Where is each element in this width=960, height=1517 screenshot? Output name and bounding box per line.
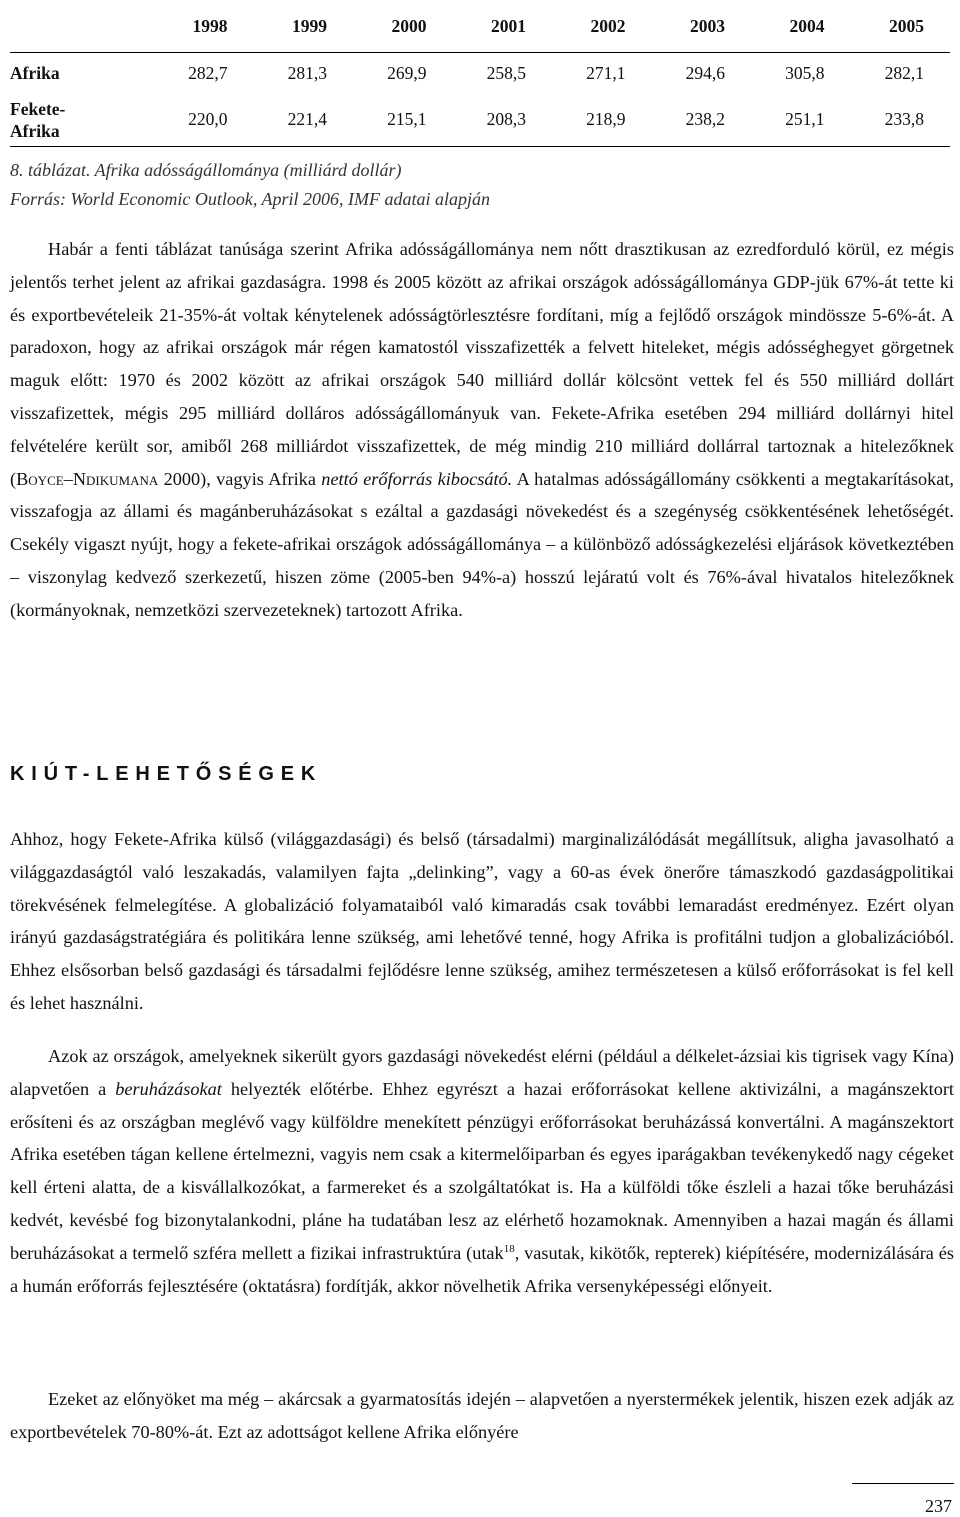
year-header: 2004	[789, 16, 825, 37]
table-cell: 215,1	[387, 109, 427, 130]
footer-rule	[852, 1483, 954, 1484]
emphasis-text: nettó erőforrás kibocsátó.	[321, 468, 513, 489]
table-cell: 233,8	[884, 109, 924, 130]
footnote-marker[interactable]: 18	[503, 1242, 515, 1255]
table-corner-cell	[10, 2, 154, 52]
table-cell: 269,9	[387, 62, 427, 83]
row-label-line: Afrika	[10, 120, 60, 141]
table-cell: 251,1	[785, 109, 825, 130]
year-header: 1999	[292, 16, 327, 37]
paragraph-text: helyezték előtérbe. Ehhez egyrészt a hazai erőforrásokat kellene aktivizálni, a magánszektort erősíteni és az országban meglévő vagy külföldre menekített pénzügyi erőforrásokat beruházássá konvertálni. A magánszektort Afrika esetében tágan kellene értelmezni, vagyis nem csak a kitermelőiparban és egyes iparágakban tevékenykedő nagy cégeket kell érteni alatta, de a kisvállalkozókat, a farmereket és a szolgáltatókat is. Ha a külföldi tőke észleli a hazai tőke beruházási kedvét, kevésbé fog bizonytalankodni, pláne ha tudatában lesz az elérhető hozamoknak. Amennyiben a hazai magán és állami beruházásokat a termelő szféra mellett a fizikai infrastruktúra (utak	[10, 1078, 955, 1263]
emphasis-text: beruházásokat	[115, 1078, 222, 1099]
table-cell: 282,7	[188, 62, 228, 83]
table-source: Forrás: World Economic Outlook, April 2006, IMF adatai alapján	[10, 189, 490, 209]
paragraph-text: 2000), vagyis Afrika	[158, 468, 322, 489]
year-header: 2000	[391, 16, 427, 37]
year-header: 2005	[889, 16, 924, 37]
year-header: 2001	[491, 16, 526, 37]
paragraph-advantages: Ezeket az előnyöket ma még – akárcsak a gyarmatosítás idején – alapvetően a nyerstermékek jelentik, hiszen ezek adják az exportbevételek 70-80%-át. Ezt az adottságot kellene Afrika előnyére	[10, 1389, 954, 1442]
citation-dash: –	[63, 468, 73, 489]
paragraph-way-out: Ahhoz, hogy Fekete-Afrika külső (világgazdasági) és belső (társadalmi) marginalizálódását megállítsuk, aligha javasolható a világgazdaságtól való leszakadás, valamilyen fajta „delinking”, vagy a 60-as évek önerőre támaszkodó gazdaságpolitikai törekvésének felmelegítése. A globalizáció folyamataiból való kimaradás csak további lemaradást eredményez. Ezért olyan irányú gazdaságstratégiára és politikára lenne szükség, ami lehetővé tenné, hogy Afrika is profitálni tudjon a globalizációból. Ehhez elsősorban belső gazdasági és társadalmi fejlődésre lenne szükség, amihez természetesen a külső erőforrásokat is fel kell és lehet használni.	[10, 829, 954, 1013]
table-row	[10, 94, 950, 146]
paragraph-text: , vasutak, kikötők, repterek) kiépítésére, modernizálására és a humán erőforrás fejlesztésére (oktatásra) fordítják, akkor növelhetik Afrika versenyképességi előnyeit.	[10, 1242, 955, 1296]
debt-table	[10, 2, 950, 147]
row-label-afrika: Afrika	[10, 63, 60, 84]
table-cell: 294,6	[685, 62, 725, 83]
table-cell: 305,8	[785, 62, 825, 83]
table-cell: 258,5	[486, 62, 526, 83]
paragraph-text: A hatalmas adósságállomány csökkenti a megtakarításokat, visszafogja az állami és magánberuházásokat s ezáltal a gazdasági növekedést és a szegénység csökkentésének lehetőségét. Csekély vigaszt nyújt, hogy a fekete-afrikai országok adósságállománya – a különböző adósságkezelési eljárások következtében – viszonylag kedvező szerkezetű, hiszen zöme (2005-ben 94%-a) hosszú lejáratú volt és 76%-ával hivatalos hitelezőknek (kormányoknak, nemzetközi szervezeteknek) tartozott Afrika.	[10, 468, 955, 620]
table-cell: 282,1	[884, 62, 924, 83]
table-header-row	[10, 2, 950, 52]
page-number: 237	[925, 1496, 952, 1516]
table-cell: 208,3	[486, 109, 526, 130]
section-heading: KIÚT-LEHETŐSÉGEK	[10, 763, 323, 785]
table-row	[10, 52, 950, 94]
table-cell: 271,1	[586, 62, 626, 83]
row-label-fekete-afrika	[10, 94, 154, 146]
year-header: 2003	[690, 16, 725, 37]
paragraph-debt	[10, 233, 954, 627]
citation-author: Boyce	[16, 468, 64, 489]
year-header: 1998	[192, 16, 228, 37]
table-cell: 221,4	[287, 109, 327, 130]
table-cell: 218,9	[586, 109, 626, 130]
table-caption: 8. táblázat. Afrika adósságállománya (milliárd dollár)	[10, 160, 402, 180]
paragraph-text: Habár a fenti táblázat tanúsága szerint Afrika adósságállománya nem nőtt drasztikusan az ezredforduló körül, ez mégis jelentős terhet jelent az afrikai gazdaságra. 1998 és 2005 között az afrikai országok adósságállománya GDP-jük 67%-át tette ki és exportbevételeik 21-35%-át voltak kénytelenek adósságtörlesztésre fordítani, míg a fejlődő országok mindössze 5-6%-át. A paradoxon, hogy az afrikai országok már régen kamatostól visszafizették a felvett hiteleket, mégis adósséghegyet görgetnek maguk előtt: 1970 és 2002 között az afrikai országok 540 milliárd dollár kölcsönt vettek fel és 550 milliárd dollárt visszafizettek, mégis 295 milliárd dolláros adósságállományuk van. Fekete-Afrika esetében 294 milliárd dollárnyi hitel felvételére került sor, amiből 268 milliárdot visszafizettek, de még mindig 210 milliárd dollárral tartoznak a hitelezőknek (	[10, 239, 954, 489]
year-header: 2002	[590, 16, 626, 37]
table-cell: 238,2	[685, 109, 725, 130]
table-cell: 220,0	[188, 109, 228, 130]
table-cell: 281,3	[287, 62, 327, 83]
citation-author: Ndikumana	[72, 468, 159, 489]
paragraph-investment	[10, 1040, 954, 1302]
paragraph-text: Azok az országok, amelyeknek sikerült gyors gazdasági növekedést elérni (például a délkelet-ázsiai kis tigrisek vagy Kína) alapvetően a	[10, 1046, 954, 1099]
row-label-line: Fekete-	[10, 98, 66, 119]
